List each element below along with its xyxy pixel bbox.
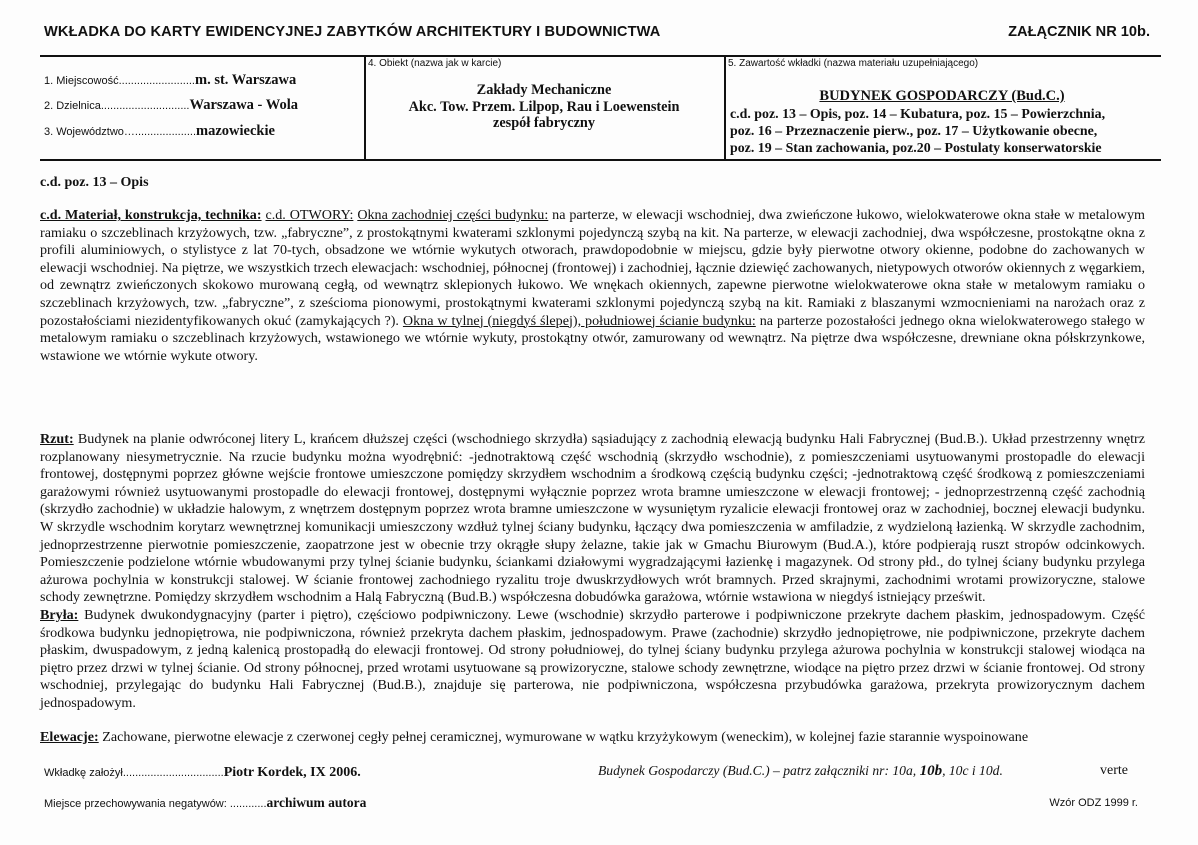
negatives-value: archiwum autora — [266, 795, 367, 810]
town-label: 1. Miejscowość......................... — [44, 75, 195, 87]
material-label: c.d. Materiał, konstrukcja, technika: — [40, 207, 262, 223]
plan-text: Budynek na planie odwróconej litery L, krańcem dłuższej części (wschodniego skrzydła) sąsiadujący z zachodnią elewacją budynku Hali Fabrycznej (Bud.B.). Układ przestrzenny wnętrz rozplanowany niesymetrycznie. Na rzucie budynku można wyodrębnić: -jednotraktową część wschodnią (skrzydło wschodnie), z pomieszczeniami usytuowanymi prostopadle do elewacji frontowej, dostępnymi poprzez główne wejście frontowe umieszczone pomiędzy skrzydłem wschodnim a środkową częścią budynku części; -jednotraktową część środkową z pomieszczeniami garażowymi również usytuowanymi prostopadle do elewacji frontowej, dostępnymi wyłącznie poprzez wrota bramne umieszczone w elewacji frontowej; - jednoprzestrzenną część zachodnią (skrzydło zachodnie) w układzie halowym, z wnętrzem dostępnym poprzez wrota bramne umieszczone w wysuniętym ryzalicie elewacji frontowej oraz w zachodniej, bocznej elewacji budynku. W skrzydle wschodnim korytarz wewnętrznej komunikacji umieszczony wzdłuż tylnej ściany budynku, łączący dwa pomieszczenia w amfiladzie, z wydzieloną łazienką. W skrzydle zachodnim, jednoprzestrzenne pierwotnie pomieszczenie, zaopatrzone jest w obecnie trzy okrągłe słupy żelazne, takie jak w Gmachu Biurowym (Bud.A.), które podpierają ruszt stropów odcinkowych. Pomieszczenie podzielone wtórnie wbudowanymi przy tylnej ścianie budynku, ściankami działowymi wygradzającymi łazienkę i magazynek. Od strony płd., do tylnej ściany budynku przylega ażurowa pochylnia w konstrukcji stalowej. W ścianie frontowej zachodniego ryzalitu troje dwuskrzydłowych wrót bramnych. Przed skrajnymi, zachodnimi wrotami prowizoryczne, stalowe schody zewnętrzne. Pomiędzy skrzydłem wschodnim a Halą Fabryczną (Bud.B.) współczesna dobudówka garażowa, wtórnie wstawiona w niegdyś istniejący prześwit. — [40, 431, 1145, 606]
material-text: na parterze, w elewacji wschodniej, dwa zwieńczone łukowo, wielokwaterowe okna stałe w metalowym ramiaku o szczeblinach krzyżowych, tzw. „fabryczne”, z prostokątnymi kwaterami szklonymi pojedynczą szybą na kit. Na parterze, w elewacji zachodniej, dwa współczesne, prostokątne okna z profili aluminiowych, o stylistyce z lat 70-tych, obsadzone we wtórnie wykutych otworach, prawdopodobnie w miejscu, gdzie były pierwotne otwory okienne, podobne do zachowanych w elewacji wschodniej. Na piętrze, we wszystkich trzech elewacjach: wschodniej, północnej (frontowej) i zachodniej, łącznie dziewięć zachowanych, nietypowych otworów okiennych z węgarkiem, od zewnątrz zwieńczonych skokowo murowaną cegłą, od wewnątrz sklepionych łukowo. We wnękach okiennych, zapewne pierwotne wielokwaterowe okna stałe w metalowym ramiaku o szczeblinach krzyżowych, tzw. „fabryczne”, z sześcioma pionowymi, prostokątnymi kwaterami szklonymi pojedynczą szybą na kit. Ramiaki z blaszanymi wzmocnieniami na narożach oraz z pozostałościami niezidentyfikowanych okuć (zamykających ?). — [40, 207, 1145, 329]
form-template-id: Wzór ODZ 1999 r. — [1049, 797, 1138, 809]
attachments-reference — [598, 763, 1003, 780]
annex-number: ZAŁĄCZNIK NR 10b. — [1008, 24, 1150, 40]
voivodeship-label: 3. Województwo….................... — [44, 126, 197, 138]
object-line: Akc. Tow. Przem. Lilpop, Rau i Loewenstein — [408, 98, 680, 115]
object-line: zespół fabryczny — [492, 115, 596, 131]
negatives-label: Miejsce przechowywania negatywów: ............ — [44, 798, 267, 810]
elevations-text: Zachowane, pierwotne elewacje z czerwonej cegły pełnej ceramicznej, wymurowane w wątku krzyżykowym (weneckim), w kolejnej fazie starannie wyspoinowane — [102, 729, 1029, 745]
voivodeship-value: mazowieckie — [196, 123, 275, 139]
created-by-row — [44, 765, 361, 781]
attachments-current: 10b — [919, 763, 943, 779]
contents-line: c.d. poz. 13 – Opis, poz. 14 – Kubatura, poz. 15 – Powierzchnia, — [730, 107, 1106, 122]
district-value: Warszawa - Wola — [189, 97, 298, 113]
created-by-value: Piotr Kordek, IX 2006. — [223, 765, 361, 780]
object-name — [368, 82, 720, 132]
town-row — [44, 72, 296, 89]
massing-text: Budynek dwukondygnacyjny (parter i piętro), częściowo podpiwniczony. Lewe (wschodnie) skrzydło parterowe i podpiwniczone przekryte dachem płaskim, jednospadowym. Część środkowa budynku jednopiętrowa, nie podpiwniczona, również przekryta dachem płaskim, jednospadowym. Prawe (zachodnie) skrzydło jednopiętrowe, nie podpiwniczone, przekryte dachem płaskim, dwuspadowym, z jedną kalenicą prostopadłą do elewacji frontowej. Od strony południowej, do tylnej ściany budynku przylega ażurowa pochylnia w konstrukcji stalowej wiodąca na piętro przez drzwi w tylnej ścianie. Od strony północnej, przed wrotami usytuowane są prowizoryczne, stalowe schody zewnętrzne, wiodące na piętro przez drzwi w ścianie frontowej. Od strony wschodniej, przylegając do budynku Hali Fabrycznej (Bud.B.), znajduje się parterowa, nie podpiwniczona, współczesna przybudówka garażowa, przekryta prowizorycznym dachem jednospadowym. — [40, 607, 1145, 711]
voivodeship-row — [44, 123, 275, 140]
contents-label: 5. Zawartość wkładki (nazwa materiału uzupełniającego) — [728, 58, 979, 69]
created-by-label: Wkładkę założył................................. — [44, 767, 224, 779]
negatives-row — [44, 795, 366, 811]
material-text: na parterze pozostałości jednego okna wielokwaterowego stałego w metalowym ramiaku o szczeblinach krzyżowych, wstawionego we wtórnie wykuty, prostokątny otwór, zamurowany od wewnątrz. Na piętrze dwa współczesne, drewniane okna półskrzynkowe, wstawione we wtórnie wykute otwory. — [40, 312, 1146, 364]
district-row — [44, 97, 298, 114]
elevations-label: Elewacje: — [40, 729, 99, 745]
south-windows-label: Okna w tylnej (niegdyś ślepej), południowej ścianie budynku: — [402, 312, 756, 329]
plan-paragraph — [40, 431, 1145, 607]
elevations-paragraph — [40, 729, 1145, 747]
contents-line: poz. 19 – Stan zachowania, poz.20 – Postulaty konserwatorskie — [730, 141, 1102, 156]
contents-title: BUDYNEK GOSPODARCZY (Bud.C.) — [819, 88, 1065, 104]
massing-label: Bryła: — [40, 607, 79, 623]
box-divider — [724, 55, 726, 161]
district-label: 2. Dzielnica............................. — [44, 100, 190, 112]
attachments-suffix: , 10c i 10d. — [942, 763, 1003, 778]
section-title: c.d. poz. 13 – Opis — [40, 175, 149, 190]
openings-label: c.d. OTWORY: — [265, 207, 354, 223]
town-value: m. st. Warszawa — [194, 72, 297, 88]
box-divider — [364, 55, 366, 161]
object-label: 4. Obiekt (nazwa jak w karcie) — [368, 58, 502, 69]
contents-line: poz. 16 – Przeznaczenie pierw., poz. 17 – Użytkowanie obecne, — [730, 124, 1098, 139]
verte-note: verte — [1100, 763, 1128, 778]
west-windows-label: Okna zachodniej części budynku: — [357, 207, 549, 223]
material-paragraph — [40, 207, 1145, 365]
massing-paragraph — [40, 607, 1145, 713]
plan-label: Rzut: — [40, 431, 74, 447]
object-line: Zakłady Mechaniczne — [476, 82, 612, 98]
attachments-prefix: Budynek Gospodarczy (Bud.C.) – patrz załączniki nr: 10a, — [598, 763, 920, 778]
form-title: WKŁADKA DO KARTY EWIDENCYJNEJ ZABYTKÓW ARCHITEKTURY I BUDOWNICTWA — [44, 24, 661, 40]
